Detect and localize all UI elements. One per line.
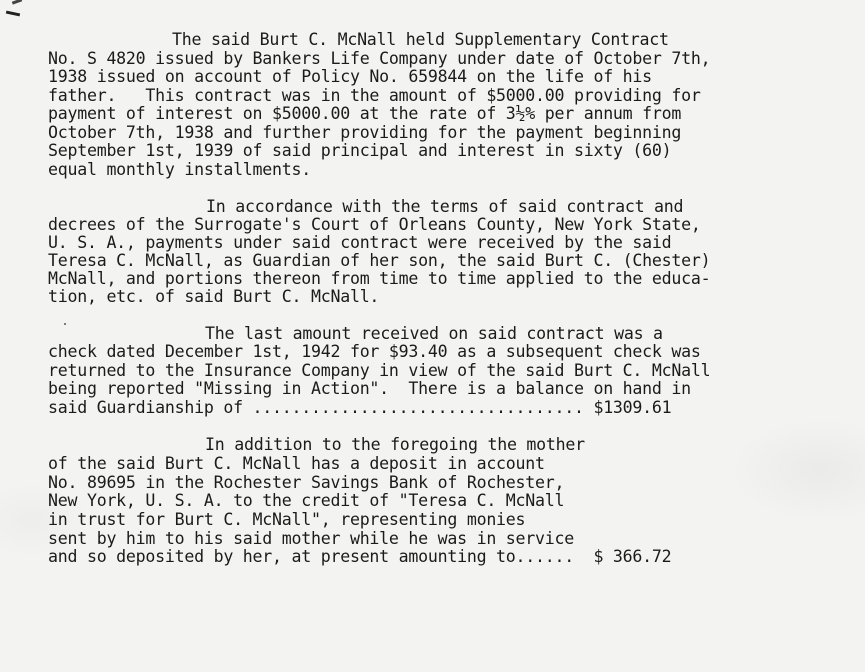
text-line: In addition to the foregoing the mother xyxy=(205,435,585,454)
text-line: in trust for Burt C. McNall", representing monies xyxy=(48,510,526,529)
corner-mark xyxy=(12,0,22,5)
text-line: September 1st, 1939 of said principal and interest in sixty (60) xyxy=(48,141,672,160)
text-line: returned to the Insurance Company in view of the said Burt C. McNall xyxy=(48,361,711,380)
text-line: U. S. A., payments under said contract were received by the said xyxy=(48,233,672,252)
text-line: equal monthly installments. xyxy=(48,160,311,179)
text-line: 1938 issued on account of Policy No. 659844 on the life of his xyxy=(48,67,652,86)
text-line: The said Burt C. McNall held Supplementary Contract xyxy=(172,30,669,49)
text-line: payment of interest on $5000.00 at the rate of 3½% per annum from xyxy=(48,104,682,123)
text-line: The last amount received on said contract was a xyxy=(205,324,663,343)
text-line: No. 89695 in the Rochester Savings Bank of Rochester, xyxy=(48,473,565,492)
text-line: being reported "Missing in Action". There is a balance on hand in xyxy=(48,379,691,398)
corner-mark xyxy=(6,11,20,17)
text-line: and so deposited by her, at present amounting to...... $ 366.72 xyxy=(48,547,672,566)
stray-dot xyxy=(64,323,66,325)
text-line: New York, U. S. A. to the credit of "Teresa C. McNall xyxy=(48,491,565,510)
text-line: tion, etc. of said Burt C. McNall. xyxy=(48,287,380,306)
text-line: In accordance with the terms of said contract and xyxy=(206,197,684,216)
text-line: No. S 4820 issued by Bankers Life Company under date of October 7th, xyxy=(48,49,711,68)
text-line: McNall, and portions thereon from time to time applied to the educa- xyxy=(48,269,711,288)
text-line: decrees of the Surrogate's Court of Orleans County, New York State, xyxy=(48,215,701,234)
text-line: father. This contract was in the amount of $5000.00 providing for xyxy=(48,86,701,105)
text-line: of the said Burt C. McNall has a deposit in account xyxy=(48,454,545,473)
text-line: check dated December 1st, 1942 for $93.40 as a subsequent check was xyxy=(48,342,701,361)
text-line: Teresa C. McNall, as Guardian of her son, the said Burt C. (Chester) xyxy=(48,251,711,270)
text-line: sent by him to his said mother while he was in service xyxy=(48,529,574,548)
text-line: October 7th, 1938 and further providing for the payment beginning xyxy=(48,123,682,142)
text-line: said Guardianship of .................................. $1309.61 xyxy=(48,398,672,417)
